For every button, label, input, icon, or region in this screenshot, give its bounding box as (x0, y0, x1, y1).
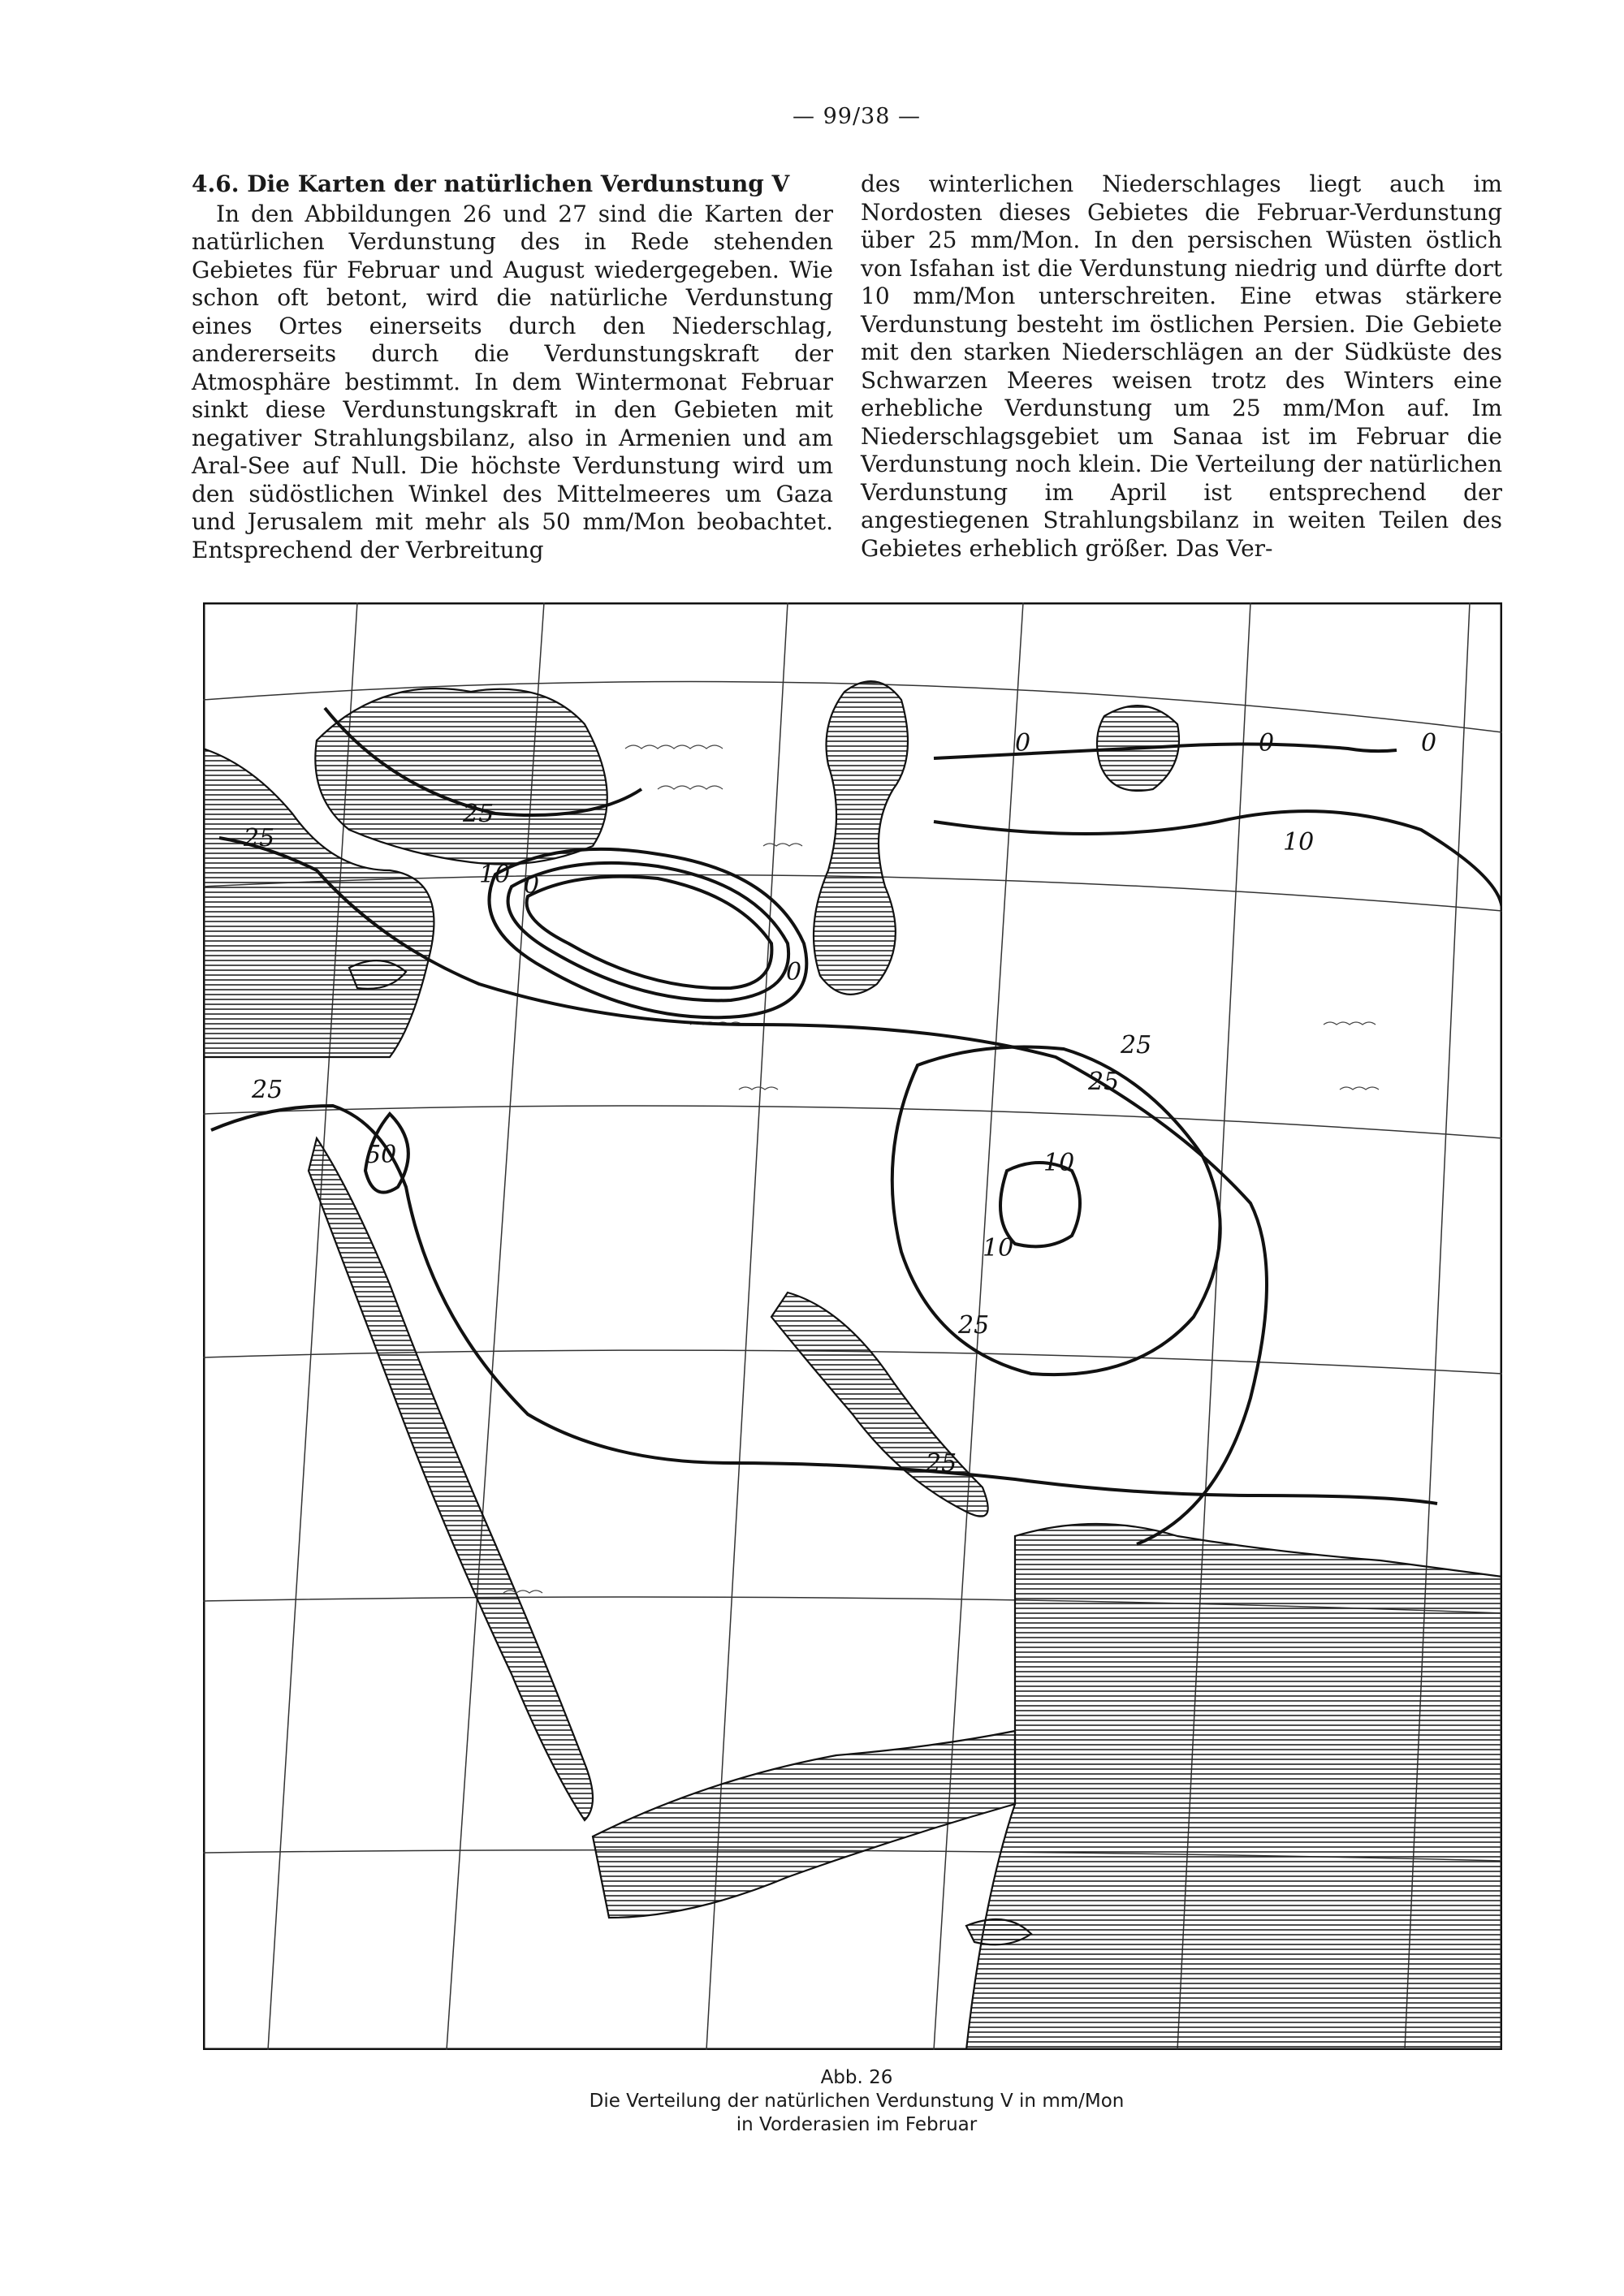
arabian-sea (966, 1524, 1502, 2050)
label-10-persia-a: 10 (1043, 1149, 1075, 1177)
label-0-ne-left: 0 (1015, 729, 1031, 757)
label-50-gaza: 50 (365, 1141, 397, 1169)
label-25-med: 25 (252, 1076, 283, 1104)
figure-caption (487, 2066, 1226, 2137)
caption-line-1: Die Verteilung der natürlichen Verdunstung V in mm/Mon (589, 2091, 1125, 2112)
left-column (192, 170, 833, 564)
label-25-persia-b: 25 (1088, 1068, 1120, 1096)
caption-number: Abb. 26 (820, 2067, 893, 2088)
label-0-armenia-a: 0 (524, 871, 540, 900)
label-0-armenia-b: 0 (786, 958, 802, 986)
label-25-persia-c: 25 (958, 1311, 990, 1340)
label-10-ne: 10 (1283, 828, 1315, 857)
right-paragraph: des winterlichen Niederschlages liegt auch im Nordosten dieses Gebietes die Februar-Verdunstung über 25 mm/Mon. In den persischen Wüsten östlich von Isfahan ist die Verdunstung niedrig und dürfte dort 10 mm/Mon unterschreiten. Eine etwas stärkere Verdunstung besteht im östlichen Persien. Die Gebiete mit den starken Niederschlägen an der Südküste des Schwarzen Meeres weisen trotz des Winters eine erhebliche Verdunstung um 25 mm/Mon auf. Im Niederschlagsgebiet um Sanaa ist im Februar die Verdunstung noch klein. Die Verteilung der natürlichen Verdunstung im April ist entsprechend der angestiegenen Strahlungsbilanz in weiten Teilen des Gebietes erheblich größer. Das Ver- (861, 170, 1502, 562)
label-25-west: 25 (244, 824, 275, 852)
label-0-ne-mid: 0 (1259, 729, 1275, 757)
evaporation-map (203, 602, 1502, 2050)
page-number: — 99/38 — (793, 104, 921, 129)
label-10-armenia: 10 (479, 861, 511, 889)
left-paragraph: In den Abbildungen 26 und 27 sind die Karten der natürlichen Verdunstung des in Rede stehenden Gebietes für Februar und August wiedergegeben. Wie schon oft betont, wird die natürliche Verdunstung eines Ortes einerseits durch den Niederschlag, andererseits durch die Verdunstungskraft der Atmosphäre bestimmt. In dem Wintermonat Februar sinkt diese Verdunstungskraft in den Gebieten mit negativer Strahlungsbilanz, also in Armenien und am Aral-See auf Null. Die höchste Verdunstung wird um den südöstlichen Winkel des Mittelmeeres um Gaza und Jerusalem mit mehr als 50 mm/Mon beobachtet. Entsprechend der Verbreitung (192, 200, 833, 563)
right-column (861, 170, 1502, 563)
label-25-south: 25 (926, 1449, 957, 1478)
section-heading: 4.6. Die Karten der natürlichen Verdunstung V (192, 170, 790, 197)
label-25-black-sea: 25 (463, 800, 495, 828)
label-10-persia-b: 10 (983, 1234, 1014, 1262)
caption-line-2: in Vorderasien im Februar (736, 2114, 978, 2135)
label-25-persia-a: 25 (1121, 1031, 1152, 1060)
label-0-ne-right: 0 (1421, 729, 1437, 757)
